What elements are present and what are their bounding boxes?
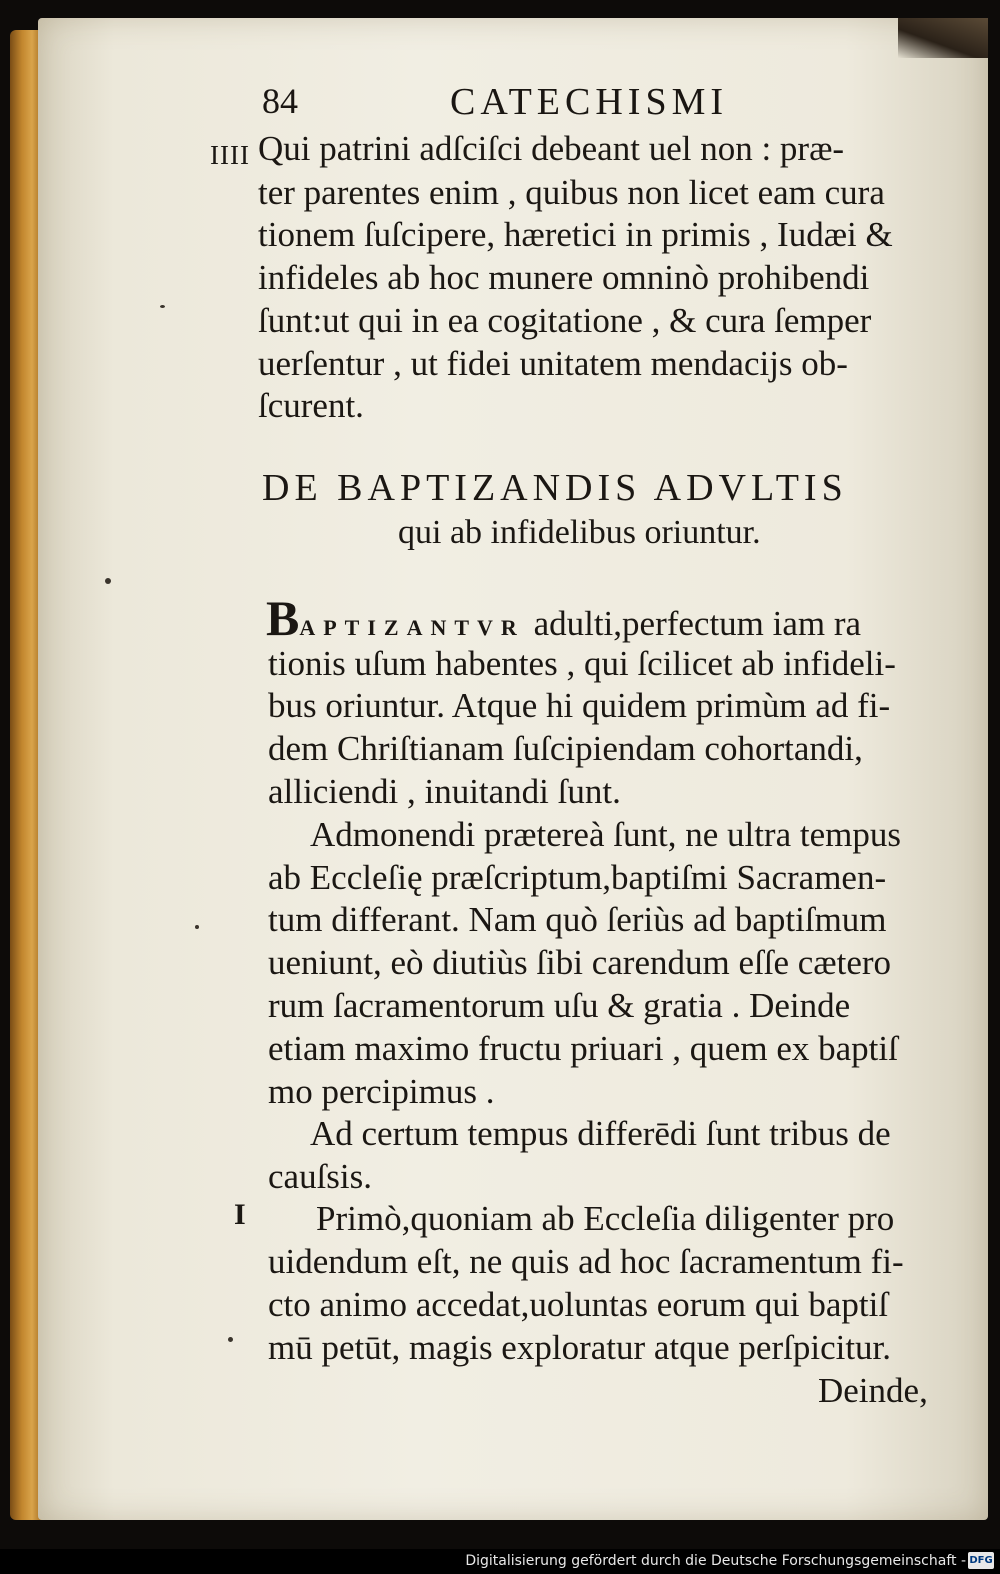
ink-speck xyxy=(105,578,111,584)
section-subheading: qui ab infidelibus oriuntur. xyxy=(398,514,761,551)
text-line: etiam maximo fructu priuari , quem ex baptiſ xyxy=(268,1029,898,1068)
text-line: tum differant. Nam quò ſeriùs ad baptiſmum xyxy=(268,900,887,939)
text-line: infideles ab hoc munere omninò prohibendi xyxy=(258,258,870,297)
ink-speck xyxy=(160,305,165,308)
text-line: ſcurent. xyxy=(258,386,364,425)
footer-credit: Digitalisierung gefördert durch die Deutsche Forschungsgemeinschaft - xyxy=(465,1553,966,1569)
text-line: ſunt:ut qui in ea cogitatione , & cura ſemper xyxy=(258,301,872,340)
text-line: Qui patrini adſciſci debeant uel non : præ- xyxy=(258,129,845,168)
text-line: tionem ſuſcipere, hæretici in primis , Iudæi & xyxy=(258,215,893,254)
text-line: Primò,quoniam ab Eccleſia diligenter pro xyxy=(316,1199,895,1238)
margin-number: I xyxy=(234,1198,246,1231)
text-line: cauſsis. xyxy=(268,1157,373,1196)
text-line: ter parentes enim , quibus non licet eam cura xyxy=(258,173,885,212)
text-line: ab Eccleſię præſcriptum,baptiſmi Sacramen- xyxy=(268,858,887,897)
text-line: tionis uſum habentes , qui ſcilicet ab infideli- xyxy=(268,644,896,683)
text-line-first xyxy=(266,590,862,649)
drop-capital: B xyxy=(266,590,300,646)
text-line: cto animo accedat,uoluntas eorum qui baptiſ xyxy=(268,1285,889,1324)
text-line: dem Chriſtianam ſuſcipiendam cohortandi, xyxy=(268,729,863,768)
dfg-logo: DFG xyxy=(968,1552,994,1569)
running-title: CATECHISMI xyxy=(450,81,729,123)
ink-speck xyxy=(228,1337,233,1342)
section-heading: DE BAPTIZANDIS ADVLTIS xyxy=(262,467,848,509)
text-fragment: adulti,perfectum iam ra xyxy=(533,604,862,643)
text-line: rum ſacramentorum uſu & gratia . Deinde xyxy=(268,986,851,1025)
text-line: Ad certum tempus differēdi ſunt tribus de xyxy=(310,1114,891,1153)
page-corner-shadow xyxy=(898,18,988,58)
small-caps-word: APTIZANTVR xyxy=(299,615,525,640)
text-line: mo percipimus . xyxy=(268,1072,495,1111)
text-line: ueniunt, eò diutiùs ſibi carendum eſſe cætero xyxy=(268,943,892,982)
text-line: bus oriuntur. Atque hi quidem primùm ad fi- xyxy=(268,686,891,725)
text-line: Admonendi prætereà ſunt, ne ultra tempus xyxy=(310,815,901,854)
page-number: 84 xyxy=(262,81,298,121)
text-line: uerſentur , ut fidei unitatem mendacijs ob- xyxy=(258,344,848,383)
margin-number: IIII xyxy=(210,140,250,170)
text-line: mū petūt, magis exploratur atque perſpicitur. xyxy=(268,1328,892,1367)
text-line: uidendum eſt, ne quis ad hoc ſacramentum fi- xyxy=(268,1242,904,1281)
ink-speck xyxy=(195,925,199,929)
text-line: alliciendi , inuitandi ſunt. xyxy=(268,772,621,811)
page-header xyxy=(262,80,932,130)
catchword: Deinde, xyxy=(818,1371,928,1410)
